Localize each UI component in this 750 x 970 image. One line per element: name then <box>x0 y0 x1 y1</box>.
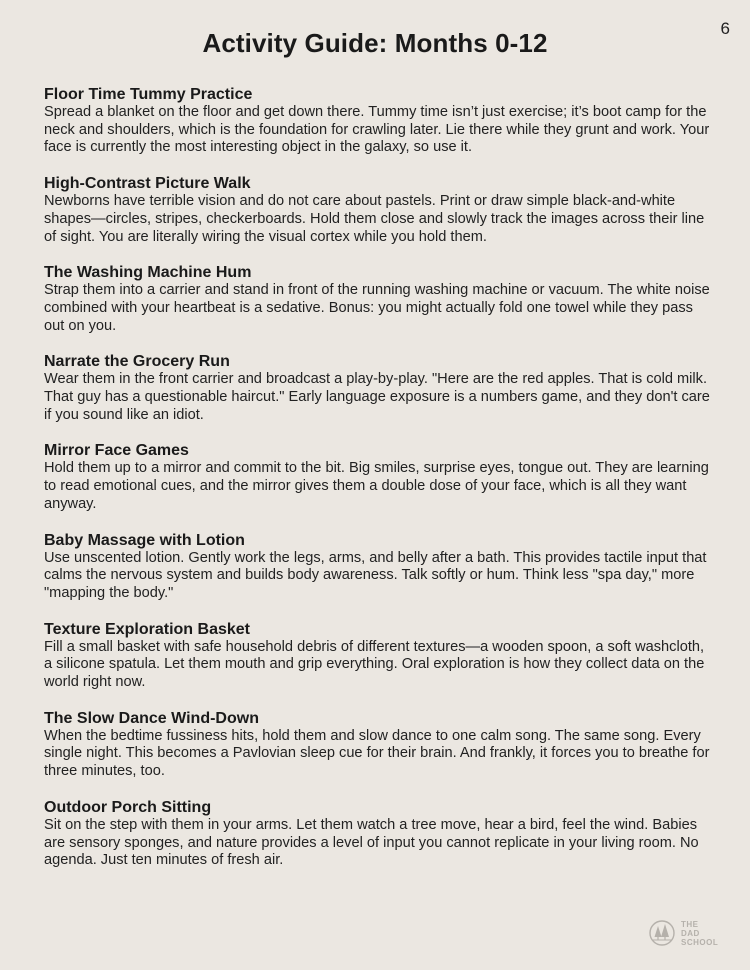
activity-item <box>44 620 716 692</box>
activity-description: Spread a blanket on the floor and get down there. Tummy time isn’t just exercise; it’s boot camp for the neck and shoulders, which is the foundation for crawling later. Lie there while they grunt and work. Your face is currently the most interesting object in the galaxy, so use it. <box>44 104 710 156</box>
activity-title: Floor Time Tummy Practice <box>44 86 253 103</box>
activity-item <box>44 174 716 246</box>
activity-description: When the bedtime fussiness hits, hold them and slow dance to one calm song. The same song. Every single night. This becomes a Pavlovian sleep cue for their brain. And frankly, it forces you to breathe for three minutes, too. <box>44 727 710 780</box>
pine-trees-icon <box>649 917 675 949</box>
logo-line: THE <box>681 919 699 929</box>
activity-title: Mirror Face Games <box>44 442 189 460</box>
logo-wordmark <box>681 920 718 947</box>
activity-item <box>44 263 716 335</box>
activity-title: Baby Massage with Lotion <box>44 531 245 549</box>
activity-description: Use unscented lotion. Gently work the legs, arms, and belly after a bath. This provides tactile input that calms the nervous system and builds body awareness. Talk softly or hum. Think less "spa day," more "mapping the body." <box>44 549 707 601</box>
page-title: Activity Guide: Months 0-12 <box>202 28 548 58</box>
activity-description: Fill a small basket with safe household debris of different textures—a wooden spoon, a soft washcloth, a silicone spatula. Let them mouth and grip everything. Oral exploration is how they collect data on the world right now. <box>44 638 705 691</box>
activity-description: Sit on the step with them in your arms. Let them watch a tree move, hear a bird, feel the wind. Babies are sensory sponges, and nature provides a level of input you cannot replicate in your living room. No agenda. Just ten minutes of fresh air. <box>44 816 699 869</box>
activity-title: Outdoor Porch Sitting <box>44 798 212 816</box>
activity-description: Hold them up to a mirror and commit to the bit. Big smiles, surprise eyes, tongue out. They are learning to read emotional cues, and the mirror gives them a double dose of your face, which is all they want anyway. <box>44 460 709 512</box>
activity-item <box>44 85 716 157</box>
page-number: 6 <box>720 19 730 38</box>
activity-item <box>44 531 716 603</box>
activity-title: Narrate the Grocery Run <box>44 353 230 371</box>
activity-item <box>44 352 716 424</box>
activity-list <box>44 85 716 887</box>
logo-line: DAD <box>681 928 700 938</box>
activity-item <box>44 441 716 513</box>
activity-description: Strap them into a carrier and stand in front of the running washing machine or vacuum. The white noise combined with your heartbeat is a sedative. Bonus: you might actually fold one towel while they pass out on you. <box>44 282 710 334</box>
logo-line: SCHOOL <box>681 937 719 947</box>
activity-item <box>44 798 716 870</box>
activity-title: High-Contrast Picture Walk <box>44 175 251 193</box>
dad-school-logo <box>649 917 718 949</box>
activity-title: Texture Exploration Basket <box>44 620 250 638</box>
activity-title: The Washing Machine Hum <box>44 264 252 282</box>
activity-item <box>44 709 716 781</box>
activity-title: The Slow Dance Wind-Down <box>44 709 259 727</box>
activity-description: Newborns have terrible vision and do not care about pastels. Print or draw simple black-and-white shapes—circles, stripes, checkerboards. Hold them close and slowly track the images across their line of sight. You are literally wiring the visual cortex while you hold them. <box>44 193 705 245</box>
activity-description: Wear them in the front carrier and broadcast a play-by-play. "Here are the red apples. That is cold milk. That guy has a questionable haircut." Early language exposure is a numbers game, and they don't care if you sound like an idiot. <box>44 371 710 423</box>
